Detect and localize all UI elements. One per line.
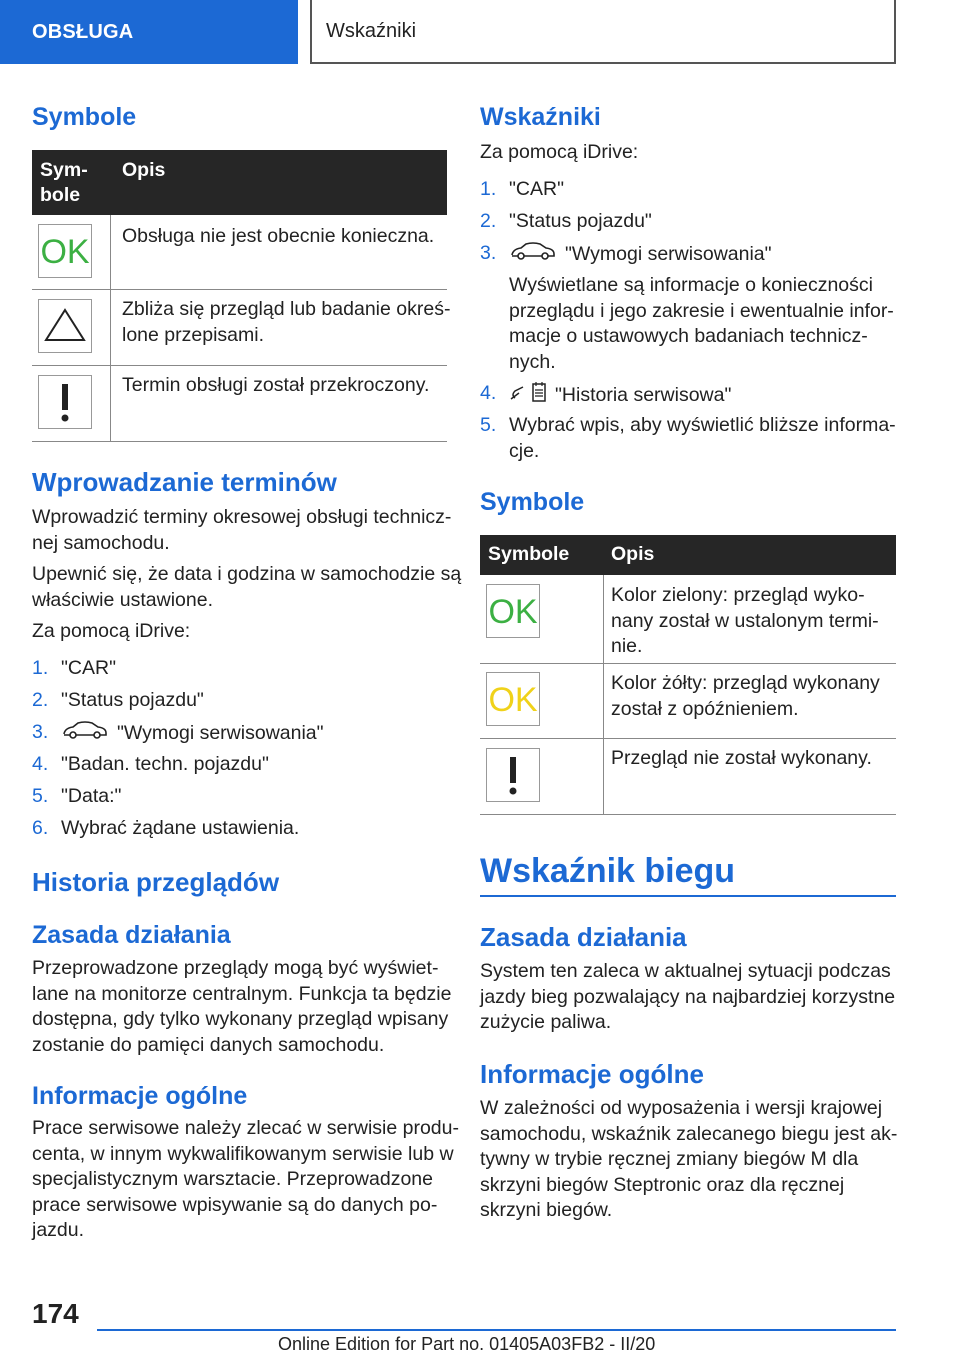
exclamation-icon <box>486 748 540 802</box>
car-icon <box>61 720 109 748</box>
list-text: Wybrać wpis, aby wyświetlić bliższe informa- cje. <box>509 414 896 462</box>
list-number: 2. <box>32 689 49 711</box>
list-number: 4. <box>480 382 497 404</box>
ok-yellow-icon <box>486 672 540 726</box>
table-row <box>32 215 447 290</box>
row-description: Termin obsługi został przekroczony. <box>122 374 430 396</box>
table-row <box>480 575 896 664</box>
section-tab <box>0 0 298 64</box>
row-description: Kolor żółty: przegląd wykonany został z opóźnieniem. <box>611 672 880 720</box>
entry-paragraph: Upewnić się, że data i godzina w samochodzie są właściwie ustawione. <box>32 563 462 611</box>
col-description-header: Opis <box>122 159 166 181</box>
list-item <box>480 177 896 203</box>
gear-general-paragraph: W zależności od wyposażenia i wersji krajowej samochodu, wskaźnik zalecanego biegu jest ak- tywny w trybie ręcznej zmiany biegów M dla skrzyni biegów Steptronic oraz dla ręcznej skrzyni biegów. <box>480 1097 898 1221</box>
table-row <box>480 738 896 815</box>
footer-edition: Online Edition for Part no. 01405A03FB2 - II/20 <box>278 1334 656 1354</box>
gear-principle-heading: Zasada działania <box>480 922 687 952</box>
intro-paragraph: Za pomocą iDrive: <box>480 141 639 163</box>
warning-triangle-icon <box>38 299 92 353</box>
section-label: OBSŁUGA <box>32 20 134 43</box>
list-item <box>480 381 896 407</box>
general-paragraph: Prace serwisowe należy zlecać w serwisie produ- centa, w innym wykwalifikowanym serwisie lub w specjalistycznym warsztacie. Przeprowadzone prace serwisowe wpisywanie są do danych po- jazdu. <box>32 1117 459 1241</box>
entry-heading: Wprowadzanie terminów <box>32 467 337 497</box>
entry-paragraph: Za pomocą iDrive: <box>32 620 191 642</box>
car-icon <box>509 241 557 269</box>
list-item <box>480 209 896 235</box>
list-number: 2. <box>480 210 497 232</box>
exclamation-icon <box>38 375 92 429</box>
list-number: 6. <box>32 817 49 839</box>
col-symbols-header: Symbole <box>488 543 570 565</box>
list-text: "Wymogi serwisowania" <box>565 242 772 265</box>
ok-green-icon <box>486 584 540 638</box>
page-header-title <box>310 0 896 64</box>
list-item <box>480 273 896 377</box>
list-text: "CAR" <box>61 657 117 679</box>
list-text: "Wymogi serwisowania" <box>117 721 324 744</box>
list-item <box>32 752 447 778</box>
row-description: Zbliża się przegląd lub badanie okreś- lone przepisami. <box>122 298 451 346</box>
list-item <box>480 413 896 465</box>
gear-indicator-heading: Wskaźnik biegu <box>480 852 736 890</box>
table-row <box>480 663 896 739</box>
list-number: 5. <box>480 414 497 436</box>
row-description: Kolor zielony: przegląd wyko- nany został w ustalonym termi- nie. <box>611 584 879 657</box>
list-number: 4. <box>32 753 49 775</box>
list-item <box>32 656 447 682</box>
service-history-icon <box>509 381 547 411</box>
ok-green-icon <box>38 224 92 278</box>
list-item <box>32 720 447 746</box>
list-text: "Data:" <box>61 785 122 807</box>
gear-principle-paragraph: System ten zaleca w aktualnej sytuacji podczas jazdy bieg pozwalający na najbardziej korzystne zużycie paliwa. <box>480 960 896 1033</box>
principle-heading: Zasada działania <box>32 921 231 949</box>
list-text: "Status pojazdu" <box>509 210 652 232</box>
page-number: 174 <box>32 1298 79 1329</box>
list-text: "Badan. techn. pojazdu" <box>61 753 269 775</box>
list-text: Wyświetlane są informacje o konieczności przeglądu i jego zakresie i ewentualnie infor- macje o ustawowych badaniach technicz- nych. <box>509 274 894 373</box>
col-description-header: Opis <box>611 543 655 565</box>
svg-text:OK: OK <box>488 681 538 719</box>
symbols-heading: Symbole <box>32 103 137 131</box>
list-number: 3. <box>32 721 49 743</box>
table-row <box>32 289 451 366</box>
entry-paragraph: Wprowadzić terminy okresowej obsługi technicz- nej samochodu. <box>32 506 452 554</box>
list-text: Wybrać żądane ustawienia. <box>61 817 300 839</box>
svg-text:OK: OK <box>40 233 90 271</box>
list-text: "CAR" <box>509 178 565 200</box>
history-heading: Historia przeglądów <box>32 867 280 897</box>
svg-text:OK: OK <box>488 593 538 631</box>
list-number: 5. <box>32 785 49 807</box>
list-item <box>32 816 447 842</box>
row-description: Obsługa nie jest obecnie konieczna. <box>122 225 435 247</box>
row-description: Przegląd nie został wykonany. <box>611 747 872 769</box>
list-item <box>32 688 447 714</box>
list-number: 1. <box>480 178 497 200</box>
principle-paragraph: Przeprowadzone przeglądy mogą być wyświet- lane na monitorze centralnym. Funkcja ta będzie dostępna, gdy tylko wykonany przegląd wpisany zostanie do pamięci danych samochodu. <box>32 957 452 1056</box>
page-title: Wskaźniki <box>326 19 417 42</box>
table-header <box>32 150 447 215</box>
general-heading: Informacje ogólne <box>32 1082 248 1110</box>
list-item <box>32 784 447 810</box>
list-text: "Status pojazdu" <box>61 689 204 711</box>
symbols-heading: Symbole <box>480 488 585 516</box>
list-number: 1. <box>32 657 49 679</box>
list-text: "Historia serwisowa" <box>555 383 732 406</box>
indicators-heading: Wskaźniki <box>480 103 601 131</box>
table-row <box>32 365 447 442</box>
footer-rule <box>97 1329 896 1331</box>
table-header <box>480 535 896 575</box>
list-number: 3. <box>480 242 497 264</box>
list-item <box>480 241 896 267</box>
heading-rule <box>480 895 896 897</box>
col-symbols-header: Sym- bole <box>40 159 88 206</box>
gear-general-heading: Informacje ogólne <box>480 1059 704 1089</box>
